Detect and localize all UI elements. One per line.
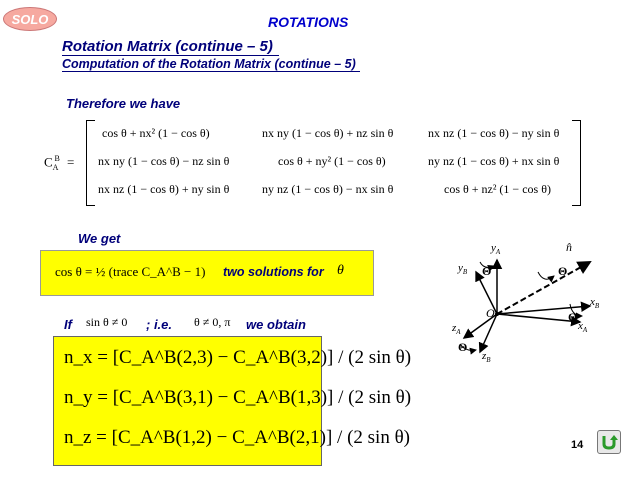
- theta-symbol: θ: [337, 263, 344, 278]
- nx-equation: n_x = [C_A^B(2,3) − C_A^B(3,2)] / (2 sin θ): [64, 347, 412, 368]
- if-condition: sin θ ≠ 0: [86, 315, 128, 329]
- theta-label-z: Θ: [458, 340, 468, 354]
- n-label: n̂: [566, 240, 572, 254]
- ny-equation: n_y = [C_A^B(3,1) − C_A^B(1,3)] / (2 sin θ): [64, 387, 412, 408]
- solo-badge: SOLO: [3, 7, 57, 31]
- slide-title: Rotation Matrix (continue – 5): [62, 38, 279, 56]
- origin-label: O: [486, 306, 495, 320]
- yb-label: $y_B$: [458, 262, 468, 277]
- frames-diagram: [440, 238, 630, 368]
- matrix-right-bracket: [572, 120, 581, 206]
- nz-equation: n_z = [C_A^B(1,2) − C_A^B(2,1)] / (2 sin θ): [64, 427, 410, 448]
- return-button[interactable]: [597, 430, 621, 454]
- u-turn-icon: [600, 433, 618, 451]
- matrix-cell-2-2: cos θ + ny² (1 − cos θ): [278, 154, 386, 168]
- matrix-cell-2-3: ny nz (1 − cos θ) + nx sin θ: [428, 154, 560, 168]
- matrix-cell-2-1: nx ny (1 − cos θ) − nz sin θ: [98, 154, 230, 168]
- matrix-cell-3-2: ny nz (1 − cos θ) − nx sin θ: [262, 182, 394, 196]
- matrix-cell-3-3: cos θ + nz² (1 − cos θ): [444, 182, 551, 196]
- cos-formula-box: [40, 250, 374, 296]
- section-header: ROTATIONS: [268, 14, 349, 30]
- ie-label: ; i.e.: [146, 317, 173, 332]
- theta-label-y: Θ: [482, 264, 492, 278]
- matrix-cell-1-2: nx ny (1 − cos θ) + nz sin θ: [262, 126, 394, 140]
- theta-label-x: Θ: [568, 310, 578, 324]
- axis-equations-box: [53, 336, 412, 466]
- rotation-matrix-equation: [40, 118, 585, 206]
- xb-label: $x_B$: [590, 296, 600, 311]
- if-label: If: [64, 317, 72, 332]
- therefore-label: Therefore we have: [66, 96, 181, 111]
- matrix-cell-3-1: nx nz (1 − cos θ) + ny sin θ: [98, 182, 230, 196]
- zb-label: $z_B$: [482, 350, 491, 365]
- matrix-lhs: $C_A^B$ =: [44, 154, 75, 172]
- za-label: $z_A$: [452, 322, 461, 337]
- we-get-label: We get: [78, 231, 121, 246]
- cos-formula: cos θ = ½ (trace C_A^B − 1): [55, 264, 206, 279]
- slide-subtitle: Computation of the Rotation Matrix (continue – 5): [62, 57, 360, 72]
- origin-point: [495, 312, 499, 316]
- xa-label: $x_A$: [578, 320, 588, 335]
- two-solutions-label: two solutions for: [223, 265, 324, 279]
- theta-label-n: Θ: [558, 264, 568, 278]
- slide-number: 14: [571, 439, 584, 451]
- matrix-left-bracket: [86, 120, 95, 206]
- ie-condition: θ ≠ 0, π: [194, 315, 231, 329]
- we-obtain-label: we obtain: [246, 317, 306, 332]
- n-axis: [497, 262, 590, 314]
- matrix-cell-1-3: nx nz (1 − cos θ) − ny sin θ: [428, 126, 560, 140]
- matrix-cell-1-1: cos θ + nx² (1 − cos θ): [102, 126, 210, 140]
- ya-label: $y_A$: [491, 242, 501, 257]
- n-rotation-arrow: [538, 272, 554, 279]
